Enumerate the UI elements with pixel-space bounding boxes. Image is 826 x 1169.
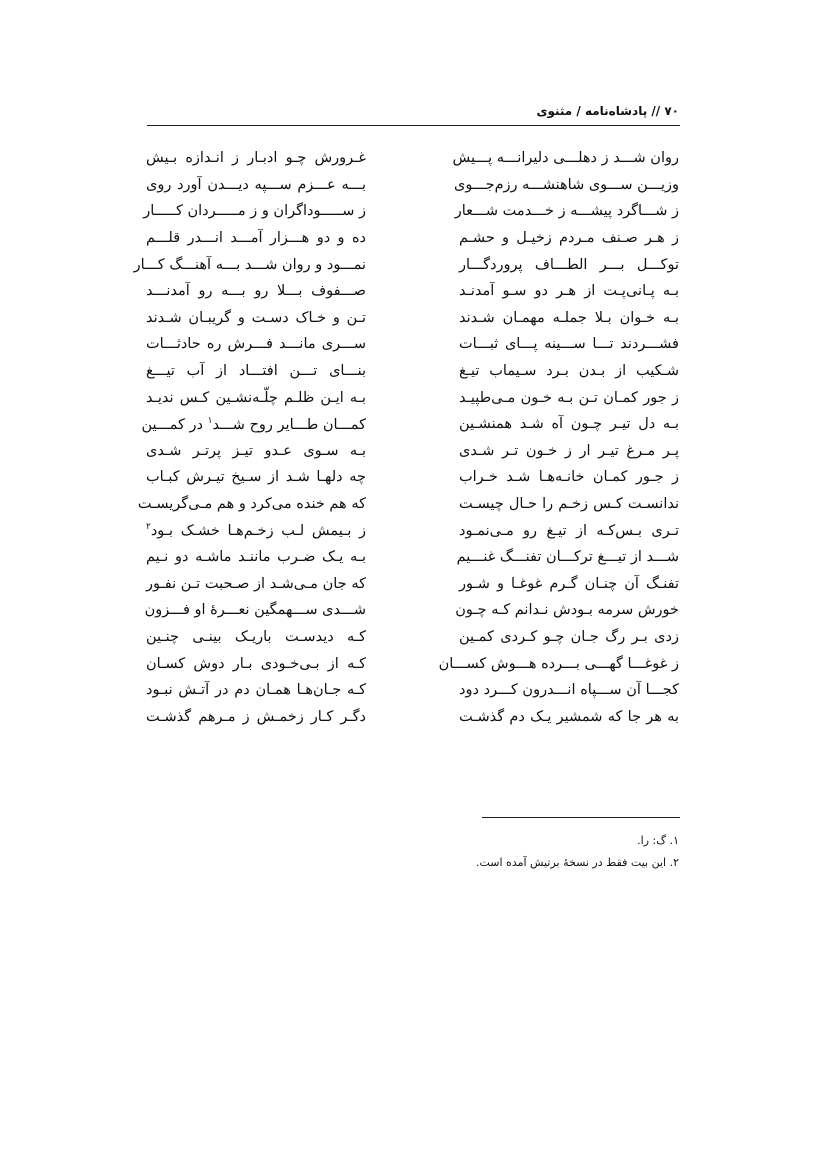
hemistich-text: کـه دیدسـت باریـک بینـی چنـین <box>146 628 366 645</box>
hemistich-text: ندانسـت کـس زخـم را حـال چیسـت <box>459 496 679 513</box>
hemistich-text: شـــد از تیـــغ ترکـــان تفنـــگ غنـــیم <box>456 549 679 566</box>
hemistich-right <box>459 230 679 246</box>
hemistich-left <box>143 203 366 220</box>
hemistich-left <box>146 443 366 459</box>
footnote-marker[interactable]: ۲ <box>146 522 151 533</box>
hemistich-text: دگـر کـار زخمـش ز مـرهم گذشـت <box>146 708 366 725</box>
running-head: ۷۰ // پادشاه‌نامه / مثنوی <box>536 104 679 118</box>
hemistich-text: که جان مـی‌شـد از صـحبت تـن نفـور <box>146 575 366 592</box>
hemistich-right <box>454 176 679 193</box>
hemistich-text: روان شـــد ز دهلـــی دلیرانـــه پـــیش <box>452 150 679 167</box>
couplet <box>143 198 679 225</box>
hemistich-left <box>141 415 366 433</box>
hemistich-text: تفنـگ آن چنـان گـرم غوغـا و شـور <box>459 575 679 592</box>
couplet <box>146 145 679 172</box>
hemistich-left <box>146 629 366 645</box>
couplet <box>146 650 679 677</box>
couplet <box>146 305 679 332</box>
hemistich-text: ز بـیمش لـب زخـم‌هـا خشـک بـود <box>150 523 366 540</box>
hemistich-right <box>459 283 679 299</box>
hemistich-text: ده و دو هـــزار آمـــد انـــدر قلـــم <box>146 230 366 247</box>
hemistich-right <box>459 336 679 352</box>
hemistich-left <box>146 230 366 246</box>
hemistich-text: ســـری مانـــد فـــرش ره حادثـــات <box>146 336 366 353</box>
hemistich-text: کـه از بـی‌خـودی بـار دوش کسـان <box>146 655 366 672</box>
hemistich-text: بنـــای تـــن افتـــاد از آب تیـــغ <box>146 363 366 380</box>
hemistich-left <box>146 310 366 326</box>
hemistich-left <box>146 177 366 193</box>
hemistich-text: بـه ایـن ظلـم چلّـه‌نشـین کـس ندیـد <box>146 389 366 406</box>
hemistich-left <box>146 336 366 352</box>
hemistich-text: بـــه عـــزم ســـپه دیـــدن آورد روی <box>146 176 366 193</box>
couplet <box>146 597 679 624</box>
hemistich-right <box>459 576 679 592</box>
hemistich-text: بـه سـوی عـدو تیـز پرتـر شـدی <box>146 442 366 459</box>
couplet <box>146 331 679 358</box>
hemistich-left <box>137 496 366 513</box>
hemistich-text: ز غوغـــا گهـــی بـــرده هـــوش کســـان <box>438 655 679 672</box>
hemistich-text-tail: در کمـــین <box>141 416 208 433</box>
hemistich-right <box>459 496 679 512</box>
hemistich-right <box>459 443 679 459</box>
hemistich-text: کجـــا آن ســـپاه انـــدرون کـــرد دود <box>459 682 679 699</box>
couplet <box>133 251 679 278</box>
hemistich-right <box>459 523 679 539</box>
hemistich-text: وزیـــن ســـوی شاهنشـــه رزم‌جـــوی <box>454 176 679 193</box>
poem-verses <box>133 145 679 730</box>
hemistich-right <box>459 363 679 379</box>
header-rule <box>147 125 680 126</box>
hemistich-right <box>459 310 679 326</box>
hemistich-text: خورش سرمه بـودش نـدانم کـه چـون <box>455 602 679 619</box>
couplet <box>141 411 679 438</box>
footnote-item: ۱. گ: را. <box>637 834 679 847</box>
hemistich-right <box>438 655 679 672</box>
hemistich-right <box>459 709 679 725</box>
couplet <box>146 464 679 491</box>
hemistich-left <box>146 363 366 379</box>
couplet <box>146 517 679 544</box>
couplet <box>146 278 679 305</box>
hemistich-text: ز ســـــوداگران و ز مـــــردان کـــــار <box>143 203 366 220</box>
hemistich-text: غـرورش چـو ادبـار ز انـدازه بـیش <box>146 150 366 167</box>
hemistich-text: تـری بـس‌کـه از تیـغ رو مـی‌نمـود <box>459 522 679 539</box>
couplet <box>137 491 679 518</box>
hemistich-left <box>146 549 366 565</box>
hemistich-text: بـه پـانی‌پـت از هـر دو سـو آمدنـد <box>459 283 679 300</box>
couplet <box>146 384 679 411</box>
hemistich-text: چه دلهـا شـد از سـیخ تیـرش کبـاب <box>146 469 366 486</box>
hemistich-text: ز هـر صـنف مـردم زخیـل و حشـم <box>459 230 679 247</box>
hemistich-text: بـه دل تیـر چـون آه شـد همنشـین <box>459 416 679 433</box>
hemistich-text: کـه جـان‌هـا همـان دم در آتـش نبـود <box>146 682 366 699</box>
couplet <box>146 438 679 465</box>
couplet <box>146 172 679 199</box>
hemistich-left <box>146 682 366 698</box>
hemistich-text: شـــدی ســـهمگین نعـــرۀ او فـــزون <box>144 602 366 619</box>
hemistich-text: که هم خنده می‌کرد و هم مـی‌گریسـت <box>137 496 366 513</box>
hemistich-left <box>146 576 366 592</box>
hemistich-left <box>146 150 366 166</box>
hemistich-right <box>459 469 679 485</box>
hemistich-left <box>146 283 366 299</box>
hemistich-text: توکـــل بـــر الطـــاف پروردگـــار <box>459 256 679 273</box>
hemistich-text: نمـــود و روان شـــد بـــه آهنـــگ کـــار <box>133 256 366 273</box>
hemistich-text: شـکیب از بـدن بـرد سـیماب تیـغ <box>459 363 679 380</box>
hemistich-left <box>146 390 366 406</box>
hemistich-right <box>456 549 679 566</box>
hemistich-text: ز شـــاگرد پیشـــه ز خـــدمت شـــعار <box>454 203 679 220</box>
hemistich-right <box>459 682 679 698</box>
hemistich-text: ز جـور کمـان خانـه‌هـا شـد خـراب <box>459 469 679 486</box>
hemistich-text: بـه خـوان بـلا جملـه مهمـان شـدند <box>459 309 679 326</box>
hemistich-text: ز جور کمـان تـن بـه خـون مـی‌طپیـد <box>459 389 679 406</box>
hemistich-text: صـــفوف بـــلا رو بـــه رو آمدنـــد <box>146 283 366 300</box>
footnotes <box>476 830 679 874</box>
hemistich-left <box>146 469 366 485</box>
hemistich-left <box>146 522 366 539</box>
couplet <box>146 225 679 252</box>
hemistich-text: فشـــردند تـــا ســـینه پـــای ثبـــات <box>459 336 679 353</box>
hemistich-right <box>459 390 679 406</box>
couplet <box>146 571 679 598</box>
couplet <box>146 358 679 385</box>
couplet <box>146 703 679 730</box>
hemistich-text: زدی بـر رگ جـان چـو کـردی کمـین <box>459 628 679 645</box>
hemistich-text: به هر جا که شمشیر یـک دم گذشـت <box>459 708 679 725</box>
footnote-marker[interactable]: ۱ <box>207 415 213 426</box>
couplet <box>146 544 679 571</box>
hemistich-left <box>146 602 366 618</box>
hemistich-right <box>459 416 679 432</box>
hemistich-text: پـر مـرغ تیـر ار ز خـون تـر شـدی <box>459 442 679 459</box>
couplet <box>146 624 679 651</box>
footnote-item: ۲. این بیت فقط در نسخهٔ برتیش آمده است. <box>475 856 679 869</box>
hemistich-right <box>454 203 679 220</box>
couplet <box>146 677 679 704</box>
hemistich-text: تـن و خـاک دسـت و گریبـان شـدند <box>146 309 366 326</box>
hemistich-left <box>146 709 366 725</box>
hemistich-left <box>133 256 366 273</box>
footnote-rule <box>482 817 680 818</box>
hemistich-right <box>452 150 679 167</box>
hemistich-right <box>455 602 679 619</box>
hemistich-text: کمـــان طـــایر روح شـــد <box>212 416 366 433</box>
hemistich-text: بـه یـک ضـرب ماننـد ماشـه دو نـیم <box>146 549 366 566</box>
hemistich-right <box>459 629 679 645</box>
hemistich-right <box>459 257 679 273</box>
hemistich-left <box>146 656 366 672</box>
